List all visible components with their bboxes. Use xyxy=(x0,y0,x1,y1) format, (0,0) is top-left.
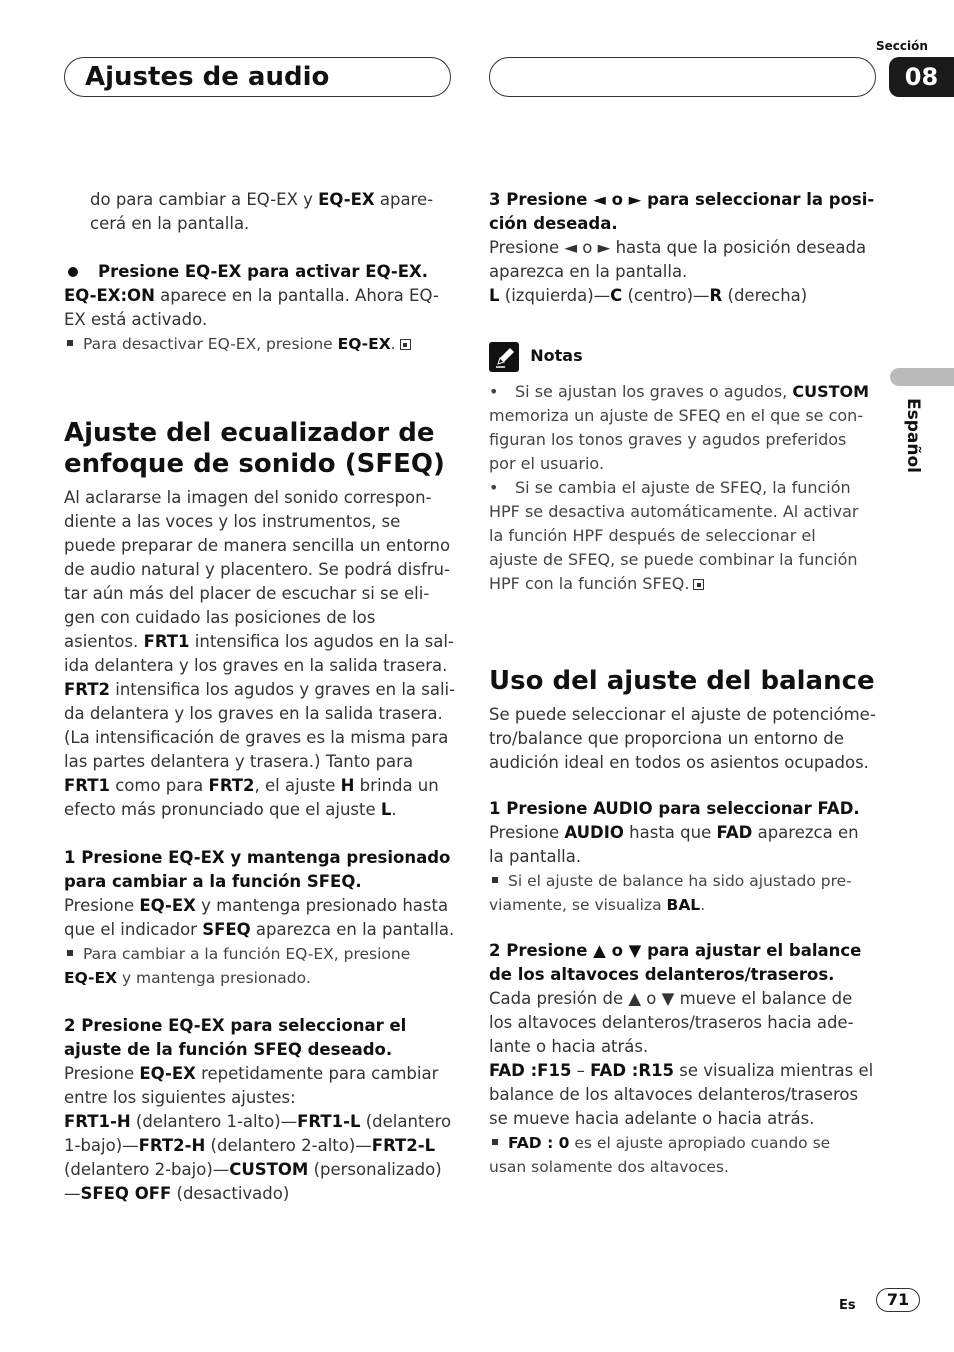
language-tab xyxy=(890,368,954,386)
language-code: Es xyxy=(839,1298,856,1313)
sfeq-intro-paragraph: Al aclararse la imagen del sonido correspon- diente a las voces y los instrumentos, se puede preparar de manera sencilla un entorno de audio natural y placentero. Se podrá disfru- tar aún más del placer de escuchar si se eli- gen con cuidado las posiciones de los asientos. FRT1 intensifica los agudos en la sal- ida delantera y los graves en la salida trasera. FRT2 intensifica los agudos y graves en la sali- da delantera y los graves en la salida trasera. (La intensificación de graves es la misma para las partes delantera y trasera.) Tanto para FRT1 como para FRT2, el ajuste H brinda un efecto más pronunciado que el ajuste L. xyxy=(64,488,456,819)
sfeq-step-2: 2 Presione EQ-EX para seleccionar el ajuste de la función SFEQ deseado. Presione EQ-EX repetidamente para cambiar entre los siguientes ajustes: FRT1-H (delantero 1-alto)—FRT1-L (delantero 1-bajo)—FRT2-H (delantero 2-alto)—FRT2-L (delantero 2-bajo)—CUSTOM (personalizado) —SFEQ OFF (desactivado) xyxy=(64,1016,452,1203)
note-item: • Si se cambia el ajuste de SFEQ, la función HPF se desactiva automáticamente. Al activar la función HPF después de seleccionar el ajuste de SFEQ, se puede combinar la función HPF con la función SFEQ. xyxy=(489,478,859,593)
balance-step-1: 1 Presione AUDIO para seleccionar FAD. Presione AUDIO hasta que FAD aparezca en la pantalla. Si el ajuste de balance ha sido ajustado pre- viamente, se visualiza BAL. xyxy=(489,799,860,914)
balance-section-title: Uso del ajuste del balance xyxy=(489,666,875,696)
intro-continuation: do para cambiar a EQ-EX y EQ-EX apare- xyxy=(90,190,434,209)
balance-intro-paragraph: Se puede seleccionar el ajuste de potencióme- tro/balance que proporciona un entorno de audición ideal en todos os asientos ocupados. xyxy=(489,705,876,772)
square-bullet-icon xyxy=(492,877,498,883)
square-bullet-icon xyxy=(67,340,73,346)
end-mark-icon xyxy=(400,339,411,350)
language-label: Español xyxy=(903,398,923,473)
sfeq-section-title: Ajuste del ecualizador de enfoque de sonido (SFEQ) xyxy=(64,418,445,479)
pencil-icon xyxy=(489,342,519,372)
header-title-pill xyxy=(64,57,451,97)
bullet-dot xyxy=(68,267,78,277)
note-item: • Si se ajustan los graves o agudos, CUSTOM memoriza un ajuste de SFEQ en el que se con- figuran los tonos graves y agudos preferidos por el usuario. xyxy=(489,382,870,473)
notes-list xyxy=(489,380,881,596)
end-mark-icon xyxy=(693,579,704,590)
notes-heading: Notas xyxy=(489,340,881,372)
bullet-heading: Presione EQ-EX para activar EQ-EX. xyxy=(64,260,456,284)
sfeq-step-1: 1 Presione EQ-EX y mantenga presionado para cambiar a la función SFEQ. Presione EQ-EX y mantenga presionado hasta que el indicador SFEQ aparezca en la pantalla. Para cambiar a la función EQ-EX, presione EQ-EX y mantenga presionado. xyxy=(64,848,455,987)
left-column: do para cambiar a EQ-EX y EQ-EX apare- cerá en la pantalla. Presione EQ-EX para activar EQ-EX. EQ-EX:ON aparece en la pantalla. Ahora EQ- EX está activado. Para desactivar EQ-EX, presione EQ-EX. Ajuste del ecualizador de enfoque de sonido (SFEQ) Al aclararse la imagen del sonido correspon- diente a las voces y los instrumentos, se puede preparar de manera sencilla un entorno de audio natural y placentero. Se podrá disfru- tar aún más del placer de escuchar si se eli- gen con cuidado las posiciones de los asientos. FRT1 intensifica los agudos en la sal- ida delantera y los graves en la salida trasera. FRT2 intensifica los agudos y graves en la sali- da delantera y los graves en la salida trasera. (La intensificación de graves es la misma para las partes delantera y trasera.) Tanto para FRT1 como para FRT2, el ajuste H brinda un efecto más pronunciado que el ajuste L. 1 Presione EQ-EX y mantenga presionado para cambiar a la función SFEQ. Presione EQ-EX y mantenga presionado hasta que el indicador SFEQ aparezca en la pantalla. Para cambiar a la función EQ-EX, presione EQ-EX y mantenga presionado. 2 Presione EQ-EX para seleccionar el ajuste de la función SFEQ deseado. Presione EQ-EX repetidamente para cambiar entre los siguientes ajustes: FRT1-H (delantero 1-alto)—FRT1-L (delantero 1-bajo)—FRT2-H (delantero 2-alto)—FRT2-L (delantero 2-bajo)—CUSTOM (personalizado) —SFEQ OFF (desactivado) xyxy=(64,188,456,1206)
sfeq-step-3: 3 Presione ◄ o ► para seleccionar la posi- ción deseada. Presione ◄ o ► hasta que la posición deseada aparezca en la pantalla. L (izquierda)—C (centro)—R (derecha) xyxy=(489,190,875,305)
square-bullet-icon xyxy=(67,950,73,956)
right-column xyxy=(489,188,881,1179)
section-number: 08 xyxy=(889,57,954,97)
note-deactivate: Para desactivar EQ-EX, presione EQ-EX. xyxy=(64,332,456,356)
page-header-title: Ajustes de audio xyxy=(85,62,330,92)
balance-step-2: 2 Presione ▲ o ▼ para ajustar el balance de los altavoces delanteros/traseros. Cada presión de ▲ o ▼ mueve el balance de los altavoces delanteros/traseros hacia ade- lante o hacia atrás. FAD :F15 – FAD :R15 se visualiza mientras el balance de los altavoces delanteros/traseros se mueve hacia adelante o hacia atrás. FAD : 0 es el ajuste apropiado cuando se usan solamente dos altavoces. xyxy=(489,941,874,1176)
header-right-pill xyxy=(489,57,876,97)
page-number: 71 xyxy=(876,1288,920,1312)
square-bullet-icon xyxy=(492,1139,498,1145)
section-label: Sección xyxy=(876,39,928,53)
